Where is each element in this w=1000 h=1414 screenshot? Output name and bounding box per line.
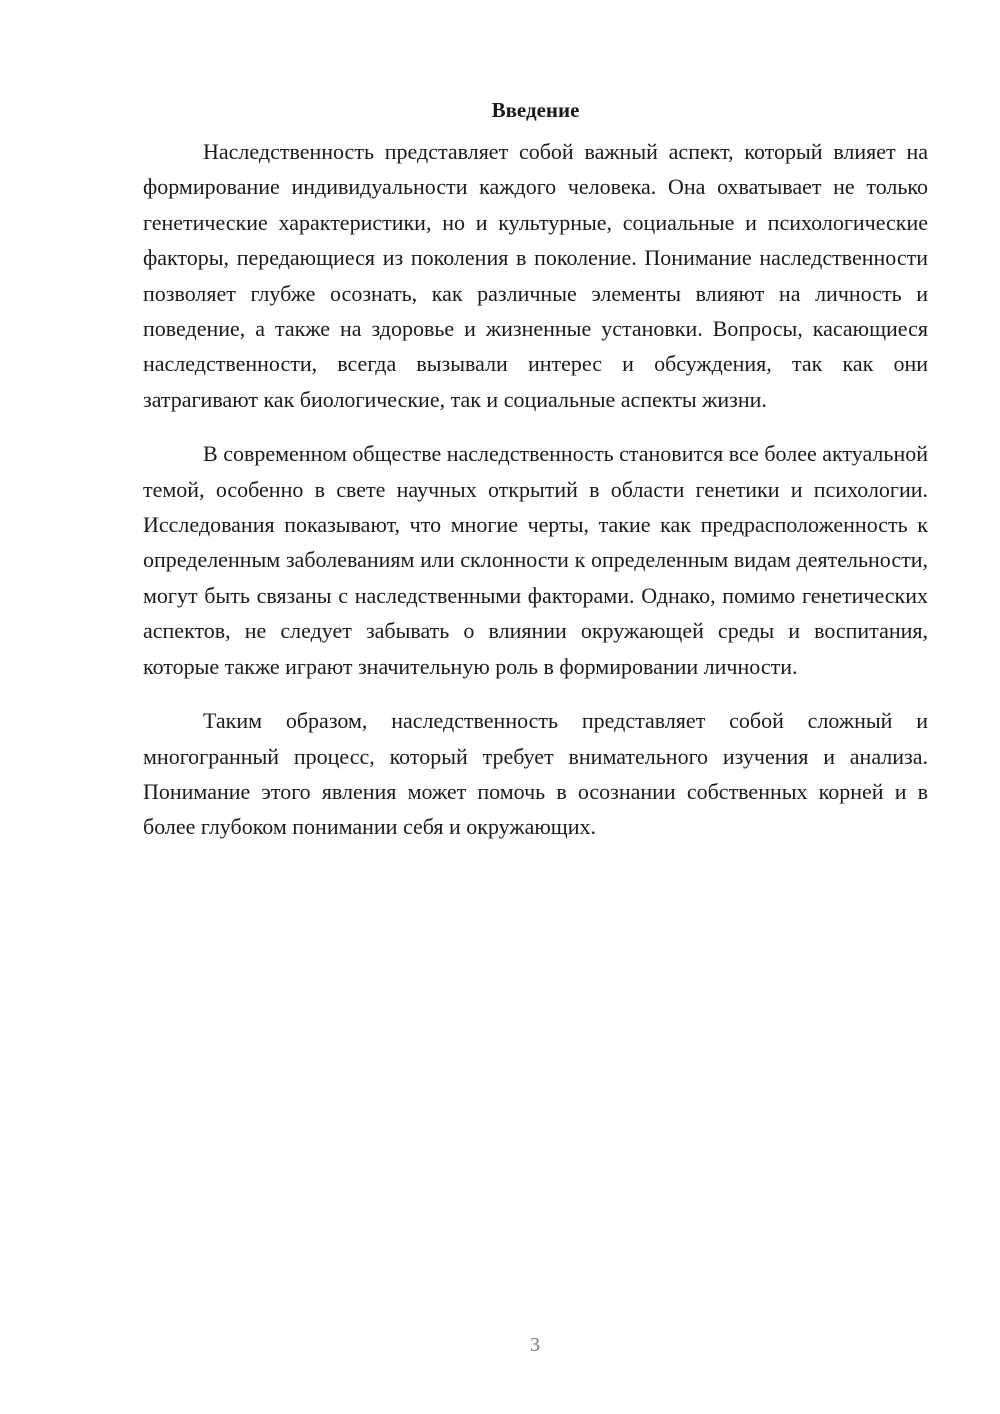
section-title: Введение xyxy=(491,98,580,122)
paragraph-3: Таким образом, наследственность представляет собой сложный и многогранный процесс, который требует внимательного изучения и анализа. Понимание этого явления может помочь в осознании собственных корней и в более глубоком понимании себя и окружающих. xyxy=(143,708,928,840)
paragraph-1: Наследственность представляет собой важный аспект, который влияет на формирование индивидуальности каждого человека. Она охватывает не только генетические характеристики, но и культурные, социальные и психологические факторы, передающиеся из поколения в поколение. Понимание наследственности позволяет глубже осознать, как различные элементы влияют на личность и поведение, а также на здоровье и жизненные установки. Вопросы, касающиеся наследственности, всегда вызывали интерес и обсуждения, так как они затрагивают как биологические, так и социальные аспекты жизни. xyxy=(143,139,928,412)
page-number: 3 xyxy=(530,1334,540,1356)
page-content xyxy=(143,96,928,864)
paragraph-2: В современном обществе наследственность становится все более актуальной темой, особенно в свете научных открытий в области генетики и психологии. Исследования показывают, что многие черты, такие как предрасположенность к определенным заболеваниям или склонности к определенным видам деятельности, могут быть связаны с наследственными факторами. Однако, помимо генетических аспектов, не следует забывать о влиянии окружающей среды и воспитания, которые также играют значительную роль в формировании личности. xyxy=(143,441,928,679)
